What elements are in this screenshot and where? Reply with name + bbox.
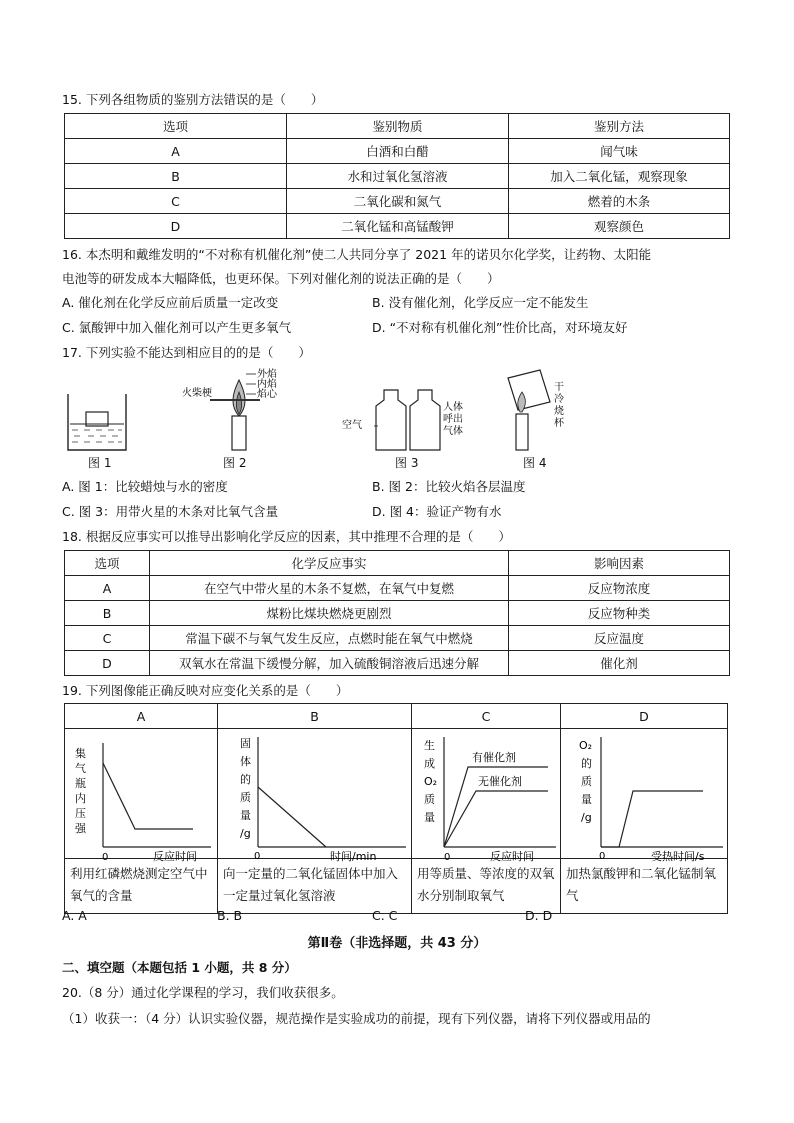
table-header: A (65, 704, 218, 729)
graph-d-curve (601, 791, 703, 847)
table-header-row (65, 704, 728, 729)
table-cell: B (65, 601, 150, 626)
graph-c-ylabel: O₂ (424, 775, 438, 788)
fig2-caption: 图 2 (223, 456, 247, 470)
q19-table (64, 703, 728, 914)
table-cell: A (65, 139, 287, 164)
table-cell: A (65, 576, 150, 601)
graph-c-ylabel: 质 (424, 793, 435, 806)
graph-d-cell (561, 729, 728, 863)
graph-b-ylabel: 固 (240, 737, 251, 750)
q17-option-a: A. 图 1：比较蜡烛与水的密度 (62, 479, 228, 494)
q18-table (64, 550, 730, 676)
graph-d-origin: 0 (599, 851, 606, 862)
graph-a-ylabel: 气 (75, 762, 86, 775)
graph-c-line-label: 无催化剂 (478, 775, 522, 788)
graph-c-ylabel: 成 (424, 757, 435, 770)
graph-row (65, 729, 728, 859)
table-cell: 加入二氧化锰，观察现象 (509, 164, 730, 189)
graph-a-ylabel: 内 (75, 792, 86, 805)
table-cell: 反应温度 (509, 626, 730, 651)
q20-sub1: （1）收获一：（4 分）认识实验仪器，规范操作是实验成功的前提，现有下列仪器，请将下列仪器或用品的 (62, 1011, 651, 1026)
graph-a-description: 利用红磷燃烧测定空气中氧气的含量 (65, 859, 218, 914)
fig2-label-core: 焰心 (257, 389, 277, 400)
table-cell: 观察颜色 (509, 214, 730, 239)
table-cell: 水和过氧化氢溶液 (287, 164, 509, 189)
graph-b-cell (218, 729, 412, 863)
table-cell: 煤粉比煤块燃烧更剧烈 (150, 601, 509, 626)
graph-b-ylabel: 质 (240, 791, 251, 804)
fig3-label-1: 人体 (443, 402, 463, 413)
graph-a (65, 729, 217, 863)
graph-a-ylabel: 集 (75, 747, 86, 760)
table-cell: 二氧化碳和氮气 (287, 189, 509, 214)
q17-stem: 17. 下列实验不能达到相应目的的是（ ） (62, 345, 311, 360)
q16-option-d: D. “不对称有机催化剂”性价比高，对环境友好 (372, 320, 628, 335)
candle-flame-figure (182, 367, 278, 450)
graph-a-xlabel: 反应时间 (153, 850, 197, 863)
graph-a-curve (103, 763, 193, 829)
fig3-label-2: 呼出 (443, 414, 463, 425)
table-header: D (561, 704, 728, 729)
table-row (65, 576, 730, 601)
graph-b-ylabel: /g (240, 827, 251, 840)
q17-option-c: C. 图 3：用带火星的木条对比氧气含量 (62, 504, 279, 519)
table-cell: B (65, 164, 287, 189)
fig3-caption: 图 3 (395, 456, 419, 470)
section-title: 第Ⅱ卷（非选择题，共 43 分） (307, 936, 487, 951)
graph-c-ylabel: 量 (424, 811, 435, 824)
graph-a-ylabel: 压 (75, 807, 86, 820)
table-cell: 在空气中带火星的木条不复燃，在氧气中复燃 (150, 576, 509, 601)
fig4-label-4: 杯 (554, 418, 564, 429)
q19-option-c: C. C (372, 908, 398, 923)
table-cell: 反应物浓度 (509, 576, 730, 601)
q16-option-a: A. 催化剂在化学反应前后质量一定改变 (62, 295, 279, 310)
graph-a-cell (65, 729, 218, 863)
graph-b-curve (258, 787, 326, 847)
table-cell: 白酒和白醋 (287, 139, 509, 164)
beaker-figure (68, 394, 126, 450)
table-cell: 双氧水在常温下缓慢分解，加入硫酸铜溶液后迅速分解 (150, 651, 509, 676)
table-header: B (218, 704, 412, 729)
table-cell: 燃着的木条 (509, 189, 730, 214)
q19-option-a: A. A (62, 908, 87, 923)
table-row (65, 214, 730, 239)
q19-option-d: D. D (525, 908, 553, 923)
graph-d-xlabel: 受热时间/s (651, 850, 705, 863)
table-row (65, 164, 730, 189)
graph-b-ylabel: 体 (240, 755, 251, 768)
graph-c (412, 729, 560, 863)
fig4-label-1: 干 (554, 382, 564, 393)
table-header: 选项 (65, 114, 287, 139)
q17-option-d: D. 图 4：验证产物有水 (372, 504, 502, 519)
fig4-label-2: 冷 (554, 394, 564, 405)
graph-c-ylabel: 生 (424, 739, 435, 752)
graph-a-origin: 0 (102, 852, 109, 863)
table-row (65, 139, 730, 164)
graph-c-xlabel: 反应时间 (490, 850, 534, 863)
table-row (65, 601, 730, 626)
fig1-caption: 图 1 (88, 456, 112, 470)
graph-b-xlabel: 时间/min (330, 850, 377, 863)
table-header: 鉴别物质 (287, 114, 509, 139)
fig3-label-air: 空气 (342, 420, 362, 431)
table-cell: 催化剂 (509, 651, 730, 676)
table-row (65, 189, 730, 214)
fig2-label-inner: 内焰 (257, 379, 277, 390)
q15-table (64, 113, 730, 239)
graph-c-origin: 0 (444, 852, 451, 863)
q17-figures (60, 366, 620, 456)
table-cell: 反应物种类 (509, 601, 730, 626)
graph-c-curve-no-catalyst (444, 791, 548, 847)
table-cell: C (65, 189, 287, 214)
graph-d-description: 加热氯酸钾和二氧化锰制氧气 (561, 859, 728, 914)
table-cell: C (65, 626, 150, 651)
graph-c-description: 用等质量、等浓度的双氧水分别制取氧气 (412, 859, 561, 914)
table-header-row (65, 114, 730, 139)
table-row (65, 626, 730, 651)
graph-d-ylabel: O₂ (579, 739, 593, 752)
q16-option-c: C. 氯酸钾中加入催化剂可以产生更多氧气 (62, 320, 292, 335)
fig4-label-3: 烧 (554, 406, 564, 417)
q19-option-b: B. B (217, 908, 243, 923)
table-header: 鉴别方法 (509, 114, 730, 139)
table-header: 影响因素 (509, 551, 730, 576)
graph-b-ylabel: 量 (240, 809, 251, 822)
graph-d-ylabel: /g (581, 811, 592, 824)
q16-stem-line1: 16. 本杰明和戴维发明的“不对称有机催化剂”使二人共同分享了 2021 年的诺贝尔化学奖，让药物、太阳能 (62, 247, 652, 262)
q18-stem: 18. 根据反应事实可以推导出影响化学反应的因素，其中推理不合理的是（ ） (62, 529, 511, 544)
q19-stem: 19. 下列图像能正确反映对应变化关系的是（ ） (62, 683, 349, 698)
fig3-label-3: 气体 (443, 426, 463, 437)
graph-c-line-label: 有催化剂 (472, 751, 516, 764)
graph-d (561, 729, 727, 863)
graph-b (218, 729, 411, 863)
graph-c-cell (412, 729, 561, 863)
table-header-row (65, 551, 730, 576)
graph-d-ylabel: 量 (581, 793, 592, 806)
fig2-label-match: 火柴梗 (182, 388, 212, 399)
q20-stem: 20.（8 分）通过化学课程的学习，我们收获很多。 (62, 985, 344, 1000)
table-row (65, 651, 730, 676)
graph-d-ylabel: 的 (581, 757, 592, 770)
graph-b-description: 向一定量的二氧化锰固体中加入一定量过氧化氢溶液 (218, 859, 412, 914)
fig2-label-outer: 外焰 (257, 369, 277, 380)
graph-b-ylabel: 的 (240, 773, 251, 786)
gas-bottles-figure (342, 390, 463, 450)
q16-option-b: B. 没有催化剂，化学反应一定不能发生 (372, 295, 589, 310)
graph-a-ylabel: 瓶 (75, 777, 86, 790)
table-header: 选项 (65, 551, 150, 576)
table-cell: 二氧化锰和高锰酸钾 (287, 214, 509, 239)
table-cell: D (65, 214, 287, 239)
graph-a-ylabel: 强 (75, 822, 86, 835)
part-heading: 二、填空题（本题包括 1 小题，共 8 分） (62, 960, 297, 975)
graph-d-ylabel: 质 (581, 775, 592, 788)
q16-stem-line2: 电池等的研发成本大幅降低，也更环保。下列对催化剂的说法正确的是（ ） (62, 271, 500, 286)
q17-option-b: B. 图 2：比较火焰各层温度 (372, 479, 526, 494)
inverted-beaker-figure (508, 370, 565, 450)
fig4-caption: 图 4 (523, 456, 547, 470)
graph-b-origin: 0 (254, 851, 261, 862)
table-cell: D (65, 651, 150, 676)
table-cell: 常温下碳不与氧气发生反应，点燃时能在氧气中燃烧 (150, 626, 509, 651)
table-cell: 闻气味 (509, 139, 730, 164)
table-header: 化学反应事实 (150, 551, 509, 576)
table-header: C (412, 704, 561, 729)
q15-stem: 15. 下列各组物质的鉴别方法错误的是（ ） (62, 92, 324, 107)
